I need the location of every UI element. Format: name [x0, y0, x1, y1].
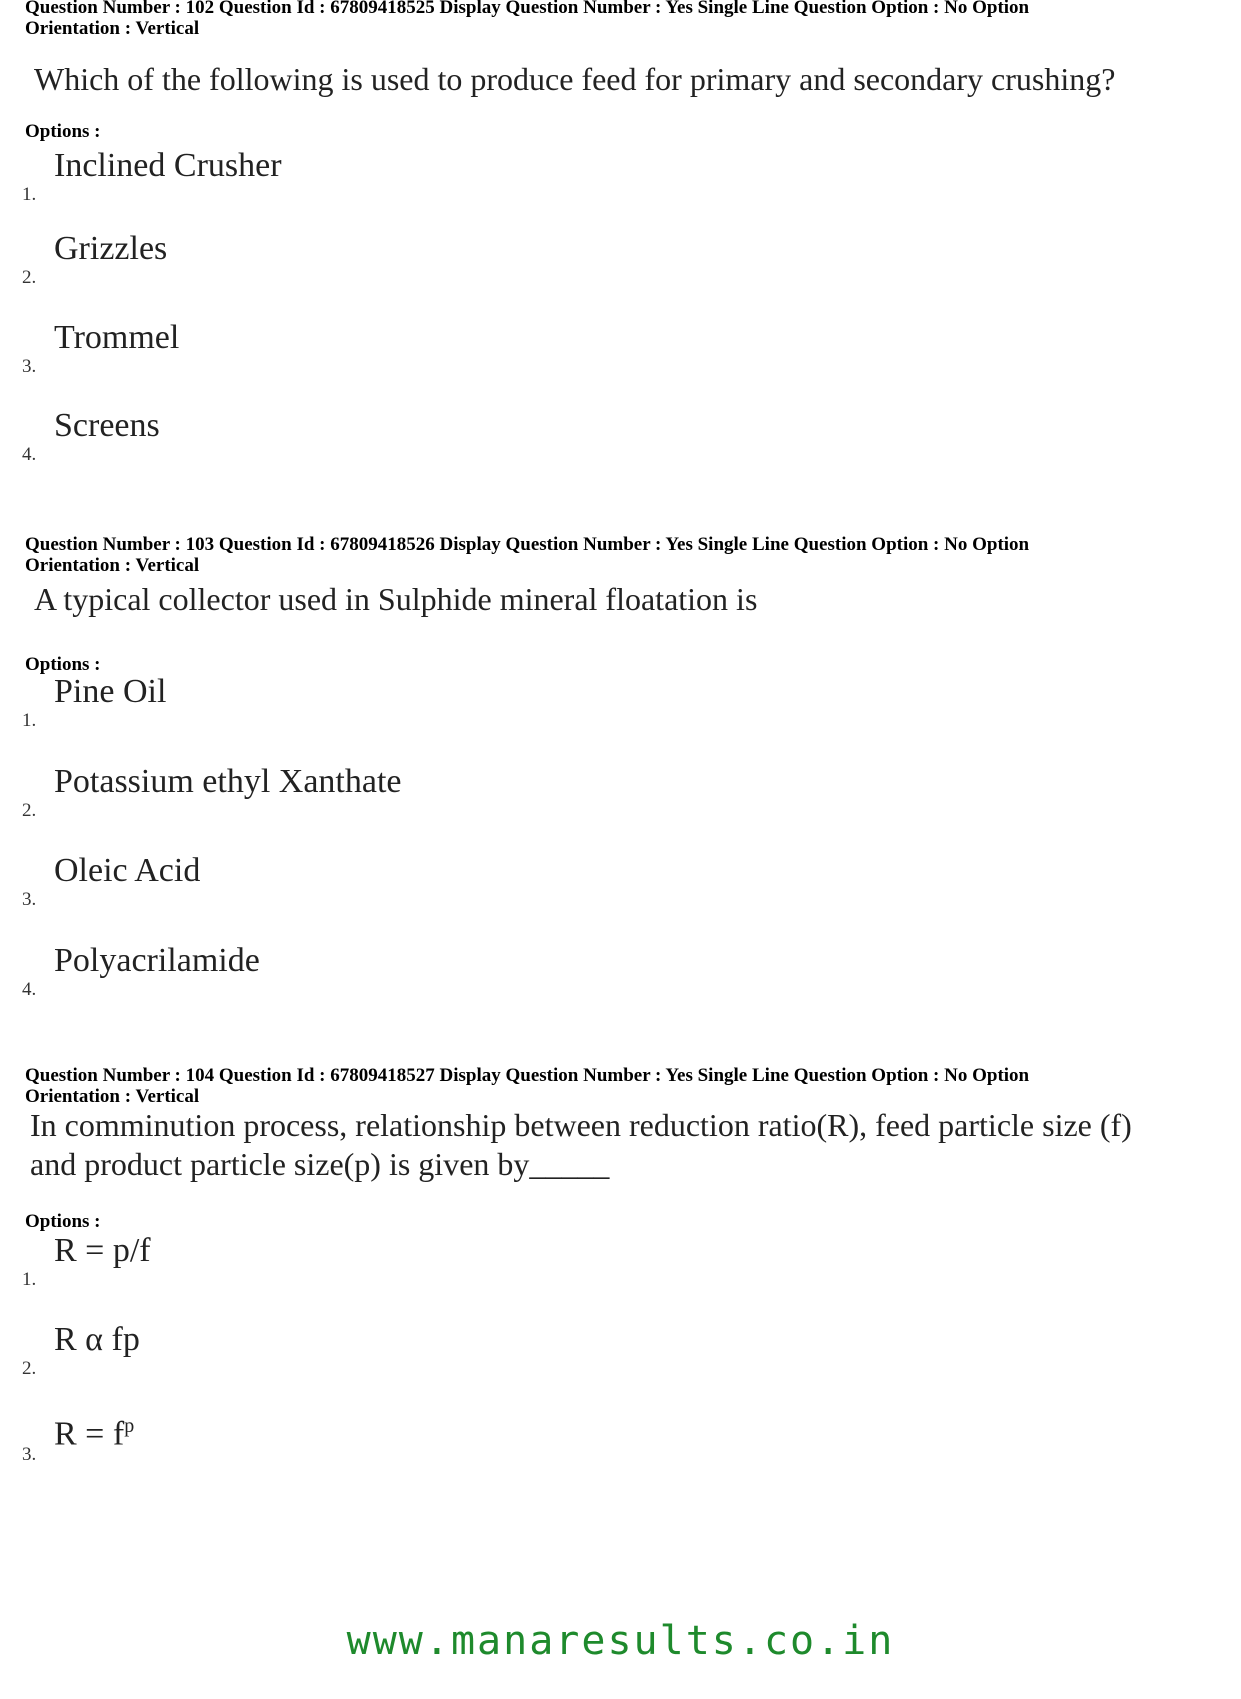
option-text: Inclined Crusher — [54, 147, 282, 184]
options-label: Options : — [25, 1211, 101, 1232]
question-meta: Question Number : 103 Question Id : 67809418526 Display Question Number : Yes Single Line Question Option : No Option Orientation : Vertical — [25, 534, 1030, 576]
option-text: R α fp — [54, 1321, 140, 1358]
option-number: 2. — [22, 1358, 37, 1379]
option-text: Polyacrilamide — [54, 942, 260, 979]
option-number: 4. — [22, 979, 37, 1000]
question-text: In comminution process, relationship between reduction ratio(R), feed particle size (f) and product particle size(p) is given by_____ — [30, 1107, 1132, 1182]
superscript: p — [124, 1415, 135, 1437]
question-text: Which of the following is used to produce feed for primary and secondary crushing? — [34, 61, 1116, 97]
option-text: Oleic Acid — [54, 852, 201, 889]
options-label: Options : — [25, 654, 101, 675]
option-number: 2. — [22, 800, 37, 821]
option-number: 3. — [22, 356, 37, 377]
option-number: 1. — [22, 184, 37, 205]
option-text: Screens — [54, 407, 160, 444]
option-text: Trommel — [54, 319, 180, 356]
option-number: 3. — [22, 1444, 37, 1465]
option-1 — [22, 1231, 622, 1291]
option-text: R = p/f — [54, 1232, 151, 1269]
option-1 — [22, 672, 622, 732]
option-3 — [22, 1406, 622, 1466]
question-text: A typical collector used in Sulphide mineral floatation is — [34, 581, 758, 617]
option-2 — [22, 1320, 622, 1380]
option-text: Grizzles — [54, 230, 168, 267]
option-text: Potassium ethyl Xanthate — [54, 763, 402, 800]
options-label: Options : — [25, 121, 101, 142]
option-number: 4. — [22, 444, 37, 465]
watermark-url: www.manaresults.co.in — [346, 1618, 895, 1664]
option-number: 1. — [22, 710, 37, 731]
option-text: $R = f^p$ — [54, 1415, 135, 1453]
option-2 — [22, 762, 622, 822]
option-number: 2. — [22, 267, 37, 288]
option-3 — [22, 318, 622, 378]
question-meta: Question Number : 104 Question Id : 67809418527 Display Question Number : Yes Single Line Question Option : No Option Orientation : Vertical — [25, 1065, 1030, 1107]
option-number: 1. — [22, 1269, 37, 1290]
option-number: 3. — [22, 889, 37, 910]
option-3 — [22, 851, 622, 911]
option-2 — [22, 229, 622, 289]
option-text: Pine Oil — [54, 673, 167, 710]
option-1 — [22, 146, 622, 206]
option-4 — [22, 941, 622, 1001]
option-4 — [22, 406, 622, 466]
question-meta: Question Number : 102 Question Id : 67809418525 Display Question Number : Yes Single Line Question Option : No Option Orientation : Vertical — [25, 0, 1030, 39]
